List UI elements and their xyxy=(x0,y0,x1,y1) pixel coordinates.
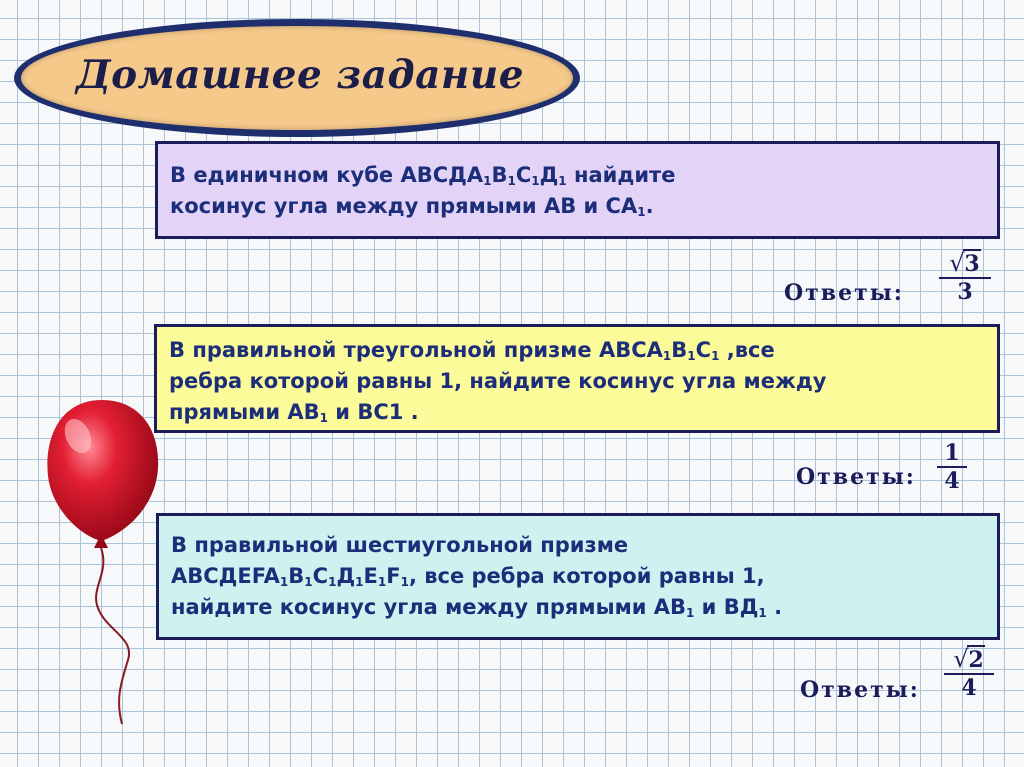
task-1-line-2: косинус угла между прямыми АВ и $СА_1$. xyxy=(170,194,654,219)
task-2-line-3: прямыми $АВ_1$ и ВС1 . xyxy=(169,400,419,425)
answer-label: Ответы: xyxy=(796,464,916,490)
task-box-1 xyxy=(155,141,1000,239)
answer-fraction: √ 2 4 xyxy=(944,647,994,701)
task-box-3 xyxy=(156,513,1000,640)
answer-fraction: √ 3 3 xyxy=(939,251,991,305)
task-3-line-3: найдите косинус угла между прямыми $АВ_1$ и $ВД_1$ . xyxy=(171,595,783,620)
task-1-line-1: В единичном кубе $АВСДА_1В_1С_1Д_1$ найдите xyxy=(170,163,676,188)
task-2-line-1: В правильной треугольной призме $АВСА_1В_1С_1$ ,все xyxy=(169,338,775,363)
answer-fraction: 1 4 xyxy=(937,440,967,494)
answer-label: Ответы: xyxy=(800,677,920,703)
answer-label: Ответы: xyxy=(784,280,904,306)
page-title: Домашнее задание xyxy=(75,52,525,98)
task-2-line-2: ребра которой равны 1, найдите косинус угла между xyxy=(169,369,827,393)
red-balloon-icon xyxy=(40,398,170,728)
task-3-line-2: $ABCДEFA_1B_1C_1Д_1E_1F_1$, все ребра которой равны 1, xyxy=(171,564,765,589)
task-3-line-1: В правильной шестиугольной призме xyxy=(171,533,629,557)
task-box-2 xyxy=(154,324,1000,433)
